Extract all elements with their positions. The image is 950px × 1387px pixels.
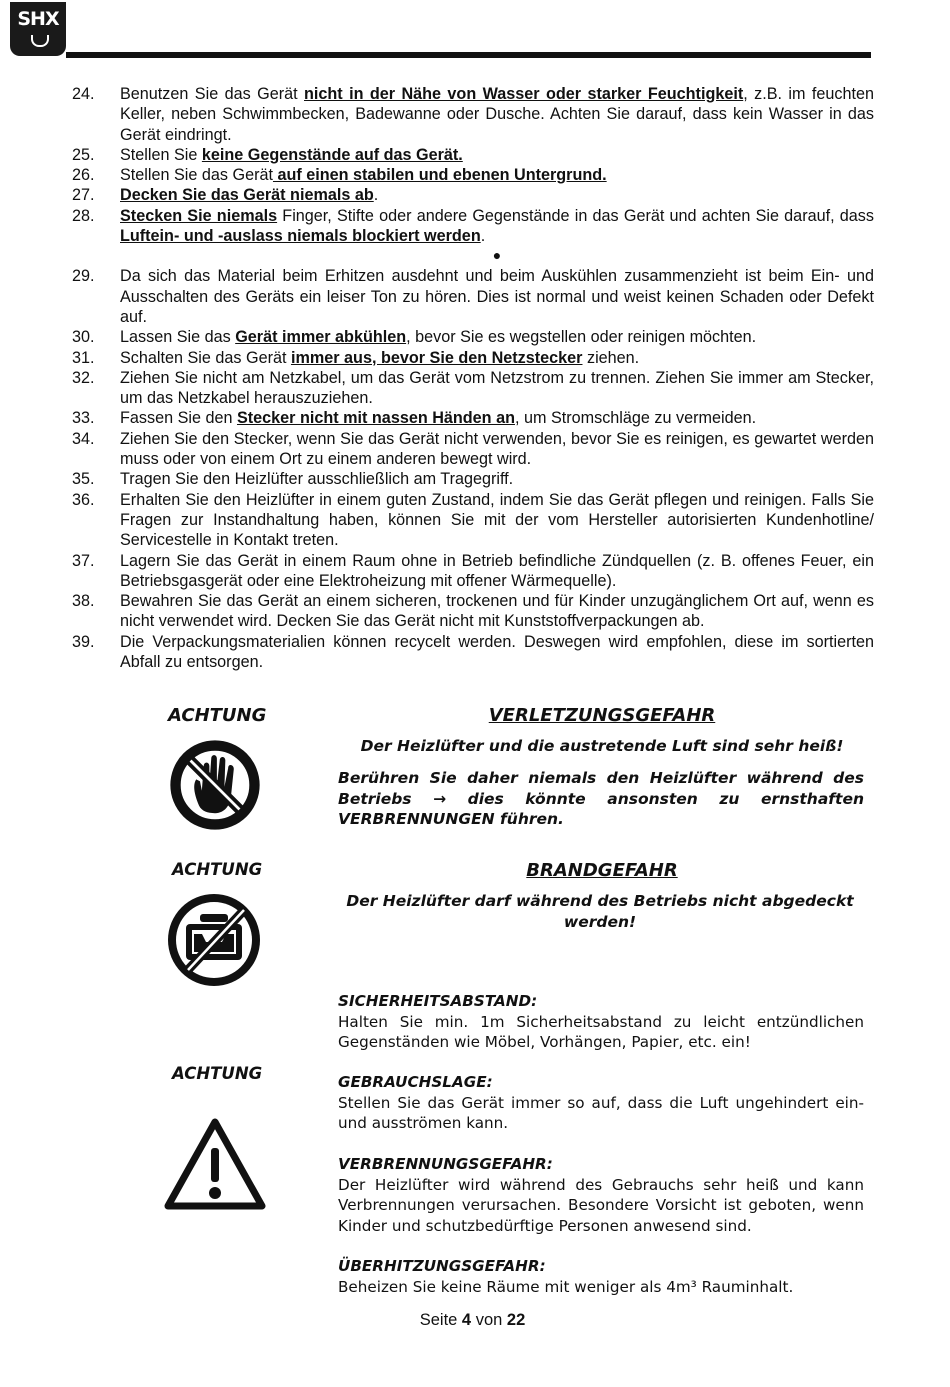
safety-instructions-list bbox=[72, 84, 874, 672]
text-segment: , um Stromschläge zu vermeiden. bbox=[514, 409, 757, 428]
list-item bbox=[72, 145, 874, 165]
list-item bbox=[72, 185, 874, 205]
text-segment: , bevor Sie es wegstellen oder reinigen möchten. bbox=[406, 328, 757, 347]
section-gebrauchslage bbox=[338, 1072, 864, 1134]
list-item bbox=[72, 632, 874, 673]
item-text bbox=[120, 490, 874, 551]
list-item bbox=[72, 327, 874, 347]
emphasis-text: Gerät immer abkühlen bbox=[235, 328, 407, 347]
achtung-label-general: ACHTUNG bbox=[172, 1064, 263, 1083]
item-number: 33. bbox=[72, 409, 95, 428]
emphasis-text: Stecken Sie niemals bbox=[120, 206, 278, 225]
section-heading: VERBRENNUNGSGEFAHR: bbox=[338, 1155, 553, 1173]
do-not-cover-icon bbox=[164, 890, 264, 990]
item-number: 38. bbox=[72, 592, 95, 611]
list-item bbox=[72, 490, 874, 551]
list-item bbox=[72, 348, 874, 368]
section-heading: ÜBERHITZUNGSGEFAHR: bbox=[338, 1257, 546, 1275]
logo-smile-icon bbox=[31, 35, 49, 47]
section-ueberhitzungsgefahr bbox=[338, 1256, 864, 1297]
list-item bbox=[72, 469, 874, 489]
text-segment: . bbox=[373, 186, 379, 205]
item-number: 28. bbox=[72, 206, 95, 225]
item-number: 26. bbox=[72, 166, 95, 185]
list-item bbox=[72, 551, 874, 592]
text-segment: Stellen Sie bbox=[120, 145, 202, 164]
item-text bbox=[120, 551, 874, 592]
item-number: 39. bbox=[72, 632, 95, 651]
list-item bbox=[72, 84, 874, 145]
item-text bbox=[120, 591, 874, 632]
item-number: 34. bbox=[72, 429, 95, 448]
list-item bbox=[72, 165, 874, 185]
text-segment: Benutzen Sie das Gerät bbox=[120, 85, 304, 103]
item-number: 30. bbox=[72, 328, 95, 347]
achtung-label-fire: ACHTUNG bbox=[172, 860, 263, 879]
section-text: Beheizen Sie keine Räume mit weniger als 4m³ Rauminhalt. bbox=[338, 1277, 794, 1296]
text-segment: Da sich das Material beim Erhitzen ausdehnt und beim Auskühlen zusammenzieht ist beim Ein- und Ausschalten des Geräts ein leiser Ton zu hören. Dies ist normal und weist keinen Schaden oder Defekt auf. bbox=[120, 267, 874, 326]
warning-subtitle-brand: Der Heizlüfter darf während des Betriebs nicht abgedeckt werden! bbox=[346, 892, 854, 931]
text-segment: Schalten Sie das Gerät bbox=[120, 348, 291, 367]
footer-prefix: Seite bbox=[419, 1311, 458, 1329]
item-text bbox=[120, 145, 874, 165]
list-bullet: ● bbox=[492, 247, 502, 264]
section-text: Stellen Sie das Gerät immer so auf, dass die Luft ungehindert ein- und ausströmen kann. bbox=[338, 1093, 864, 1132]
section-heading: SICHERHEITSABSTAND: bbox=[338, 992, 538, 1010]
list-item bbox=[72, 266, 874, 327]
list-item bbox=[72, 368, 874, 409]
item-number: 29. bbox=[72, 267, 95, 286]
text-segment: ziehen. bbox=[582, 348, 640, 367]
item-text bbox=[120, 368, 874, 409]
emphasis-text: keine Gegenstände auf das Gerät. bbox=[201, 145, 463, 164]
page-footer bbox=[0, 1311, 945, 1330]
text-segment: Lassen Sie das bbox=[120, 328, 236, 347]
text-segment: Finger, Stifte oder andere Gegenstände in das Gerät und achten Sie darauf, dass bbox=[277, 206, 874, 225]
footer-page-number: 4 bbox=[461, 1311, 472, 1329]
emphasis-text: Stecker nicht mit nassen Händen an bbox=[236, 409, 515, 428]
text-segment: Stellen Sie das Gerät bbox=[120, 166, 273, 185]
logo-text: SHX bbox=[17, 8, 59, 30]
text-segment: Fassen Sie den bbox=[120, 409, 237, 428]
section-verbrennungsgefahr bbox=[338, 1154, 864, 1236]
item-text bbox=[120, 327, 874, 347]
text-segment: Bewahren Sie das Gerät an einem sicheren, trockenen und für Kinder unzugänglichem Ort auf, wenn es nicht verwendet wird. Decken Sie das Gerät nicht mit Kunststoffverpackungen ab. bbox=[120, 592, 874, 631]
list-item bbox=[72, 429, 874, 470]
text-segment: Lagern Sie das Gerät in einem Raum ohne in Betrieb befindliche Zündquellen (z. B. offenes Feuer, ein Betriebsgasgerät oder eine Elektroheizung mit offener Wärmequelle). bbox=[120, 551, 874, 590]
item-text bbox=[120, 266, 874, 327]
warning-triangle-icon bbox=[162, 1116, 268, 1214]
text-segment: , z.B. im feuchten Keller, neben Schwimmbecken, Badewanne oder Dusche. Achten Sie darauf, dass kein Wasser in das Gerät eindringt. bbox=[120, 85, 875, 144]
item-number: 24. bbox=[72, 85, 95, 103]
item-text bbox=[120, 165, 874, 185]
item-text bbox=[120, 632, 874, 673]
text-segment: . bbox=[480, 227, 486, 246]
item-number: 25. bbox=[72, 145, 95, 164]
section-sicherheitsabstand bbox=[338, 991, 864, 1053]
text-segment: Ziehen Sie nicht am Netzkabel, um das Gerät vom Netzstrom zu trennen. Ziehen Sie immer am Stecker, um das Netzkabel herauszuziehen. bbox=[120, 368, 874, 408]
item-text bbox=[120, 429, 874, 470]
item-number: 36. bbox=[72, 490, 95, 509]
emphasis-text: Luftein- und -auslass niemals blockiert werden bbox=[120, 227, 481, 246]
warning-title-brand: BRANDGEFAHR bbox=[526, 860, 678, 881]
text-segment: Tragen Sie den Heizlüfter ausschließlich am Tragegriff. bbox=[120, 470, 514, 489]
item-text bbox=[120, 408, 874, 428]
emphasis-text: Decken Sie das Gerät niemals ab bbox=[120, 186, 374, 205]
list-item bbox=[72, 591, 874, 632]
item-number: 32. bbox=[72, 368, 95, 387]
shx-logo bbox=[10, 2, 66, 56]
text-segment: Ziehen Sie den Stecker, wenn Sie das Gerät nicht verwenden, bevor Sie es reinigen, es gewartet werden muss oder von einem Ort zu einem anderen bewegt wird. bbox=[120, 429, 874, 469]
item-text bbox=[120, 348, 874, 368]
warning-title-verletzung: VERLETZUNGSGEFAHR bbox=[488, 705, 716, 726]
footer-page-total: 22 bbox=[506, 1311, 526, 1329]
item-text bbox=[120, 84, 874, 145]
emphasis-text: auf einen stabilen und ebenen Untergrund. bbox=[272, 166, 607, 185]
item-text bbox=[120, 206, 874, 247]
section-text: Halten Sie min. 1m Sicherheitsabstand zu leicht entzündlichen Gegenständen wie Möbel, Vorhängen, Papier, etc. ein! bbox=[338, 1012, 864, 1051]
emphasis-text: nicht in der Nähe von Wasser oder starker Feuchtigkeit bbox=[304, 85, 744, 103]
item-text bbox=[120, 469, 874, 489]
warning-subtitle-verletzung: Der Heizlüfter und die austretende Luft sind sehr heiß! bbox=[360, 737, 844, 755]
achtung-label-burn: ACHTUNG bbox=[168, 705, 267, 726]
no-touch-icon bbox=[168, 738, 262, 832]
warning-text-verletzung: Berühren Sie daher niemals den Heizlüfter während des Betriebs → dies könnte ansonsten zu ernsthaften VERBRENNUNGEN führen. bbox=[338, 769, 864, 828]
header-rule bbox=[66, 52, 871, 58]
text-segment: Die Verpackungsmaterialien können recycelt werden. Deswegen wird empfohlen, diese im sortierten Abfall zu entsorgen. bbox=[120, 632, 874, 672]
item-number: 37. bbox=[72, 551, 95, 570]
list-item bbox=[72, 408, 874, 428]
item-number: 27. bbox=[72, 186, 95, 205]
item-number: 31. bbox=[72, 348, 95, 367]
item-text bbox=[120, 185, 874, 205]
list-item bbox=[72, 206, 874, 247]
footer-middle: von bbox=[475, 1311, 503, 1329]
text-segment: Erhalten Sie den Heizlüfter in einem guten Zustand, indem Sie das Gerät pflegen und reinigen. Falls Sie Fragen zur Instandhaltung haben, können Sie mit der vom Hersteller autorisierten Kundenhotline/ Servicestelle in Kontakt treten. bbox=[120, 490, 874, 550]
emphasis-text: immer aus, bevor Sie den Netzstecker bbox=[290, 348, 583, 367]
section-text: Der Heizlüfter wird während des Gebrauchs sehr heiß und kann Verbrennungen verursachen. Besondere Vorsicht ist geboten, wenn Kinder und schutzbedürftige Personen anwesend sind. bbox=[338, 1175, 864, 1235]
section-heading: GEBRAUCHSLAGE: bbox=[338, 1073, 493, 1091]
item-number: 35. bbox=[72, 470, 95, 489]
